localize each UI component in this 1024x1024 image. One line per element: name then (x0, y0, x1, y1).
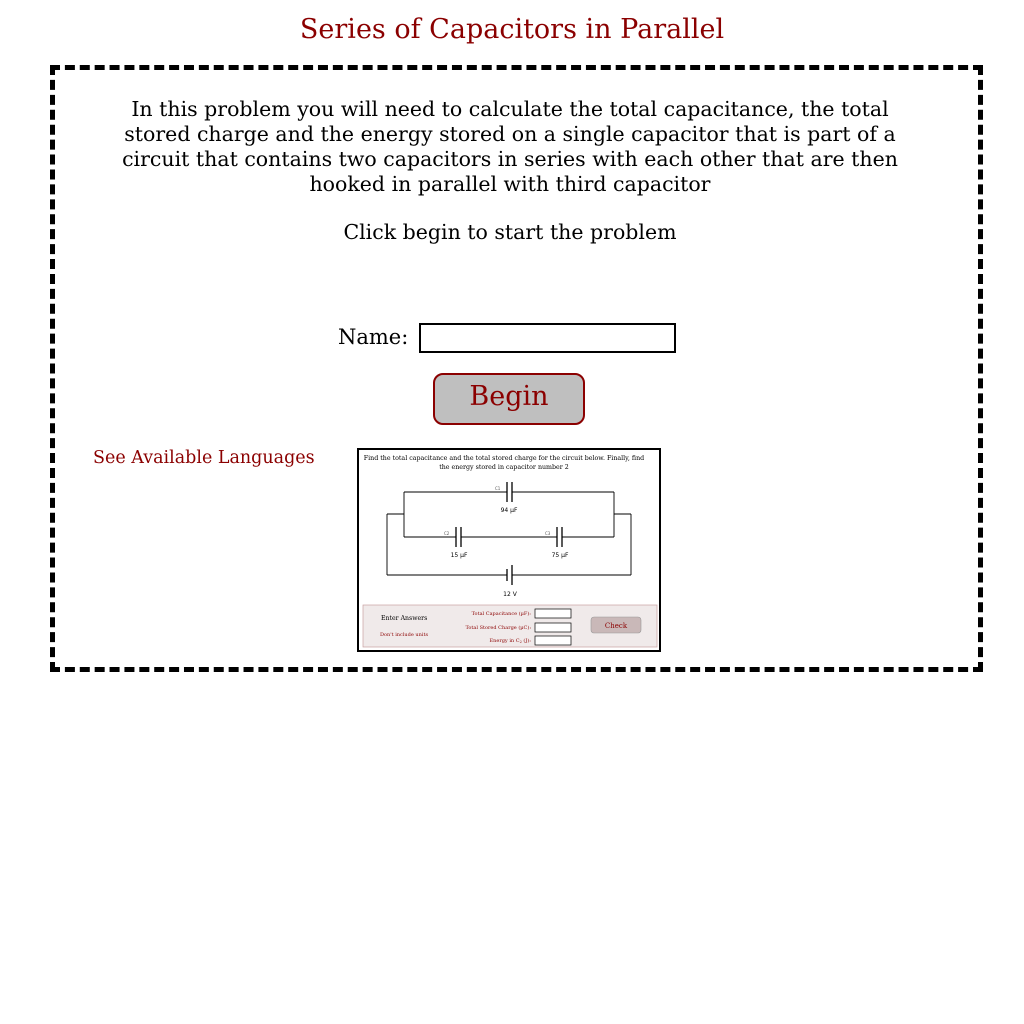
battery-voltage: 12 V (503, 591, 517, 598)
c2-value: 15 µF (450, 552, 468, 559)
see-available-languages-link[interactable]: See Available Languages (93, 448, 315, 468)
c1-tag: C1 (495, 486, 501, 491)
begin-button[interactable]: Begin (433, 373, 585, 425)
instruction-text: Click begin to start the problem (343, 220, 677, 244)
preview-total-charge-label: Total Stored Charge (µC): (465, 625, 531, 631)
c1-value: 94 µF (500, 507, 518, 514)
preview-energy-input (535, 636, 571, 645)
c3-value: 75 µF (551, 552, 569, 559)
c2-tag: C2 (444, 531, 450, 536)
name-label: Name: (338, 325, 409, 349)
c3-tag: C3 (545, 531, 551, 536)
problem-frame (50, 65, 983, 672)
preview-check-label: Check (604, 622, 628, 630)
page-title: Series of Capacitors in Parallel (299, 14, 725, 45)
preview-instructions-line2: the energy stored in capacitor number 2 (439, 464, 569, 471)
circuit-diagram (387, 492, 631, 575)
preview-energy-label: Energy in $C_2$ (J): (489, 638, 531, 644)
intro-text: In this problem you will need to calculate the total capacitance, the total stored charge and the energy stored on a single capacitor that is part of a circuit that contains two capacitors in series with each other that are then hooked in parallel with third capacitor (122, 97, 898, 196)
preview-enter-answers: Enter Answers (381, 615, 428, 622)
preview-instructions-line1: Find the total capacitance and the total stored charge for the circuit below. Finally, find (363, 455, 645, 462)
preview-total-capacitance-label: Total Capacitance (µF): (471, 611, 531, 617)
preview-charge-input (535, 623, 571, 632)
preview-capacitance-input (535, 609, 571, 618)
problem-preview-image (357, 448, 661, 652)
name-input[interactable] (419, 323, 676, 353)
preview-dont-include-units: Don't include units (380, 632, 429, 638)
